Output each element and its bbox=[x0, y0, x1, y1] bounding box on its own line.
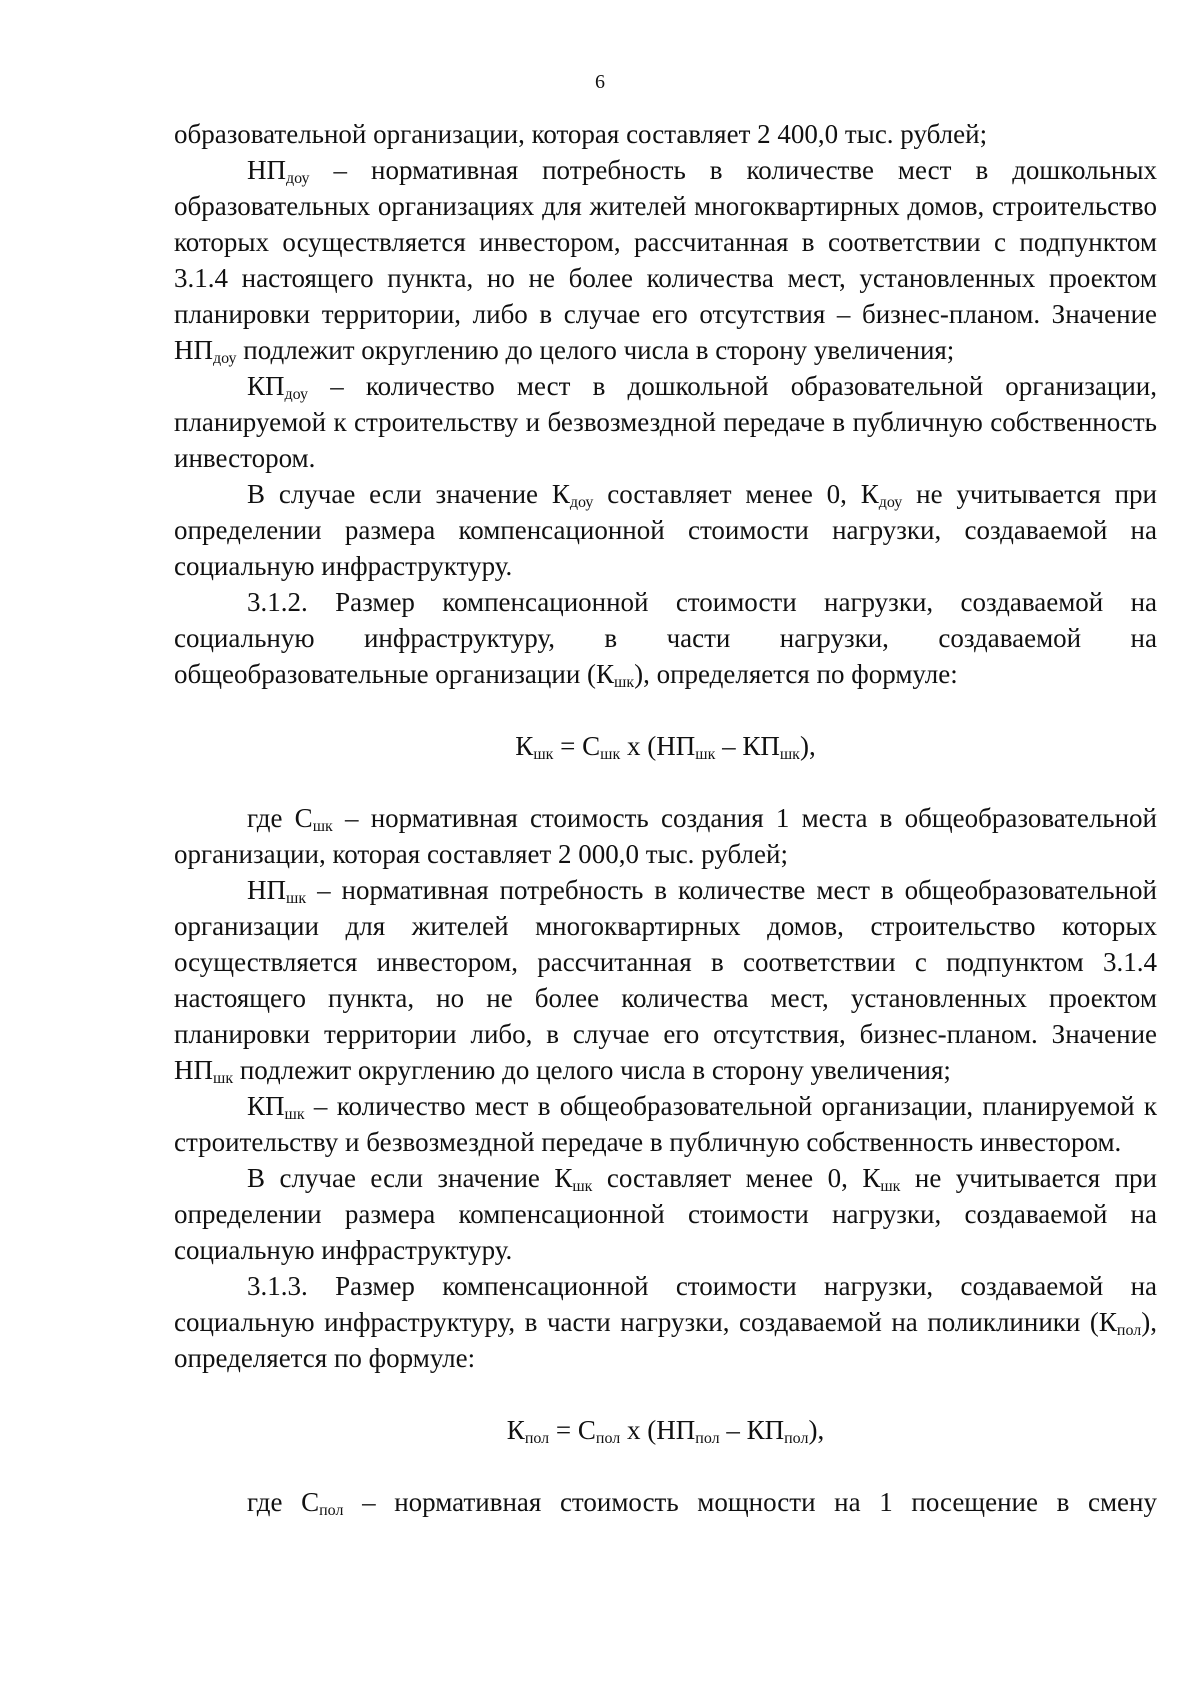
page-number: 6 bbox=[595, 71, 605, 93]
formula-k-pol: $К_{пол} = С_{пол}$ х $(НП_{пол} - КП_{пол})$, bbox=[506, 1415, 825, 1447]
paragraph-np-dou: $НП_{доу}$ – нормативная потребность в количестве мест в дошкольных образовательных организациях для жителей многоквартирных домов, строительство которых осуществляется инвестором, рассчитанная в соответствии с подпунктом 3.1.4 настоящего пункта, но не более количества мест, установленных проектом планировки территории, либо в случае его отсутствия – бизнес-планом. Значение $НП_{доу}$ подлежит округлению до целого числа в сторону увеличения; bbox=[174, 155, 1157, 367]
spacer bbox=[174, 1448, 1157, 1484]
document-body bbox=[174, 116, 1157, 1520]
paragraph-k-shk-condition: В случае если значение $К_{шк}$ составляет менее 0, $К_{шк}$ не учитывается при определении размера компенсационной стоимости нагрузки, создаваемой на социальную инфраструктуру. bbox=[174, 1163, 1157, 1265]
paragraph-3-1-2: 3.1.2. Размер компенсационной стоимости нагрузки, создаваемой на социальную инфраструктуру, в части нагрузки, создаваемой на общеобразовательные организации $(К_{шк})$, определяется по формуле: bbox=[174, 587, 1157, 691]
paragraph-c-pol: где $С_{пол}$ – нормативная стоимость мощности на 1 посещение в смену bbox=[247, 1487, 1157, 1519]
spacer bbox=[174, 1376, 1157, 1412]
paragraph-kp-shk: $КП_{шк}$ – количество мест в общеобразовательной организации, планируемой к строительству и безвозмездной передаче в публичную собственность инвестором. bbox=[174, 1091, 1157, 1157]
paragraph-1: образовательной организации, которая составляет 2 400,0 тыс. рублей; bbox=[174, 119, 988, 149]
paragraph-k-dou-condition: В случае если значение $К_{доу}$ составляет менее 0, $К_{доу}$ не учитывается при определении размера компенсационной стоимости нагрузки, создаваемой на социальную инфраструктуру. bbox=[174, 479, 1157, 581]
paragraph-kp-dou: $КП_{доу}$ – количество мест в дошкольной образовательной организации, планируемой к строительству и безвозмездной передаче в публичную собственность инвестором. bbox=[174, 371, 1157, 473]
paragraph-c-shk: где $С_{шк}$ – нормативная стоимость создания 1 места в общеобразовательной организации, которая составляет 2 000,0 тыс. рублей; bbox=[174, 803, 1157, 869]
formula-k-shk: $К_{шк} = С_{шк}$ х $(НП_{шк} - КП_{шк})$, bbox=[515, 731, 816, 763]
paragraph-np-shk: $НП_{шк}$ – нормативная потребность в количестве мест в общеобразовательной организации для жителей многоквартирных домов, строительство которых осуществляется инвестором, рассчитанная в соответствии с подпунктом 3.1.4 настоящего пункта, но не более количества мест, установленных проектом планировки территории либо, в случае его отсутствия, бизнес-планом. Значение $НП_{шк}$ подлежит округлению до целого числа в сторону увеличения; bbox=[174, 875, 1157, 1087]
spacer bbox=[174, 764, 1157, 800]
spacer bbox=[174, 692, 1157, 728]
paragraph-3-1-3: 3.1.3. Размер компенсационной стоимости нагрузки, создаваемой на социальную инфраструктуру, в части нагрузки, создаваемой на поликлиники $(К_{пол})$, определяется по формуле: bbox=[174, 1271, 1157, 1373]
